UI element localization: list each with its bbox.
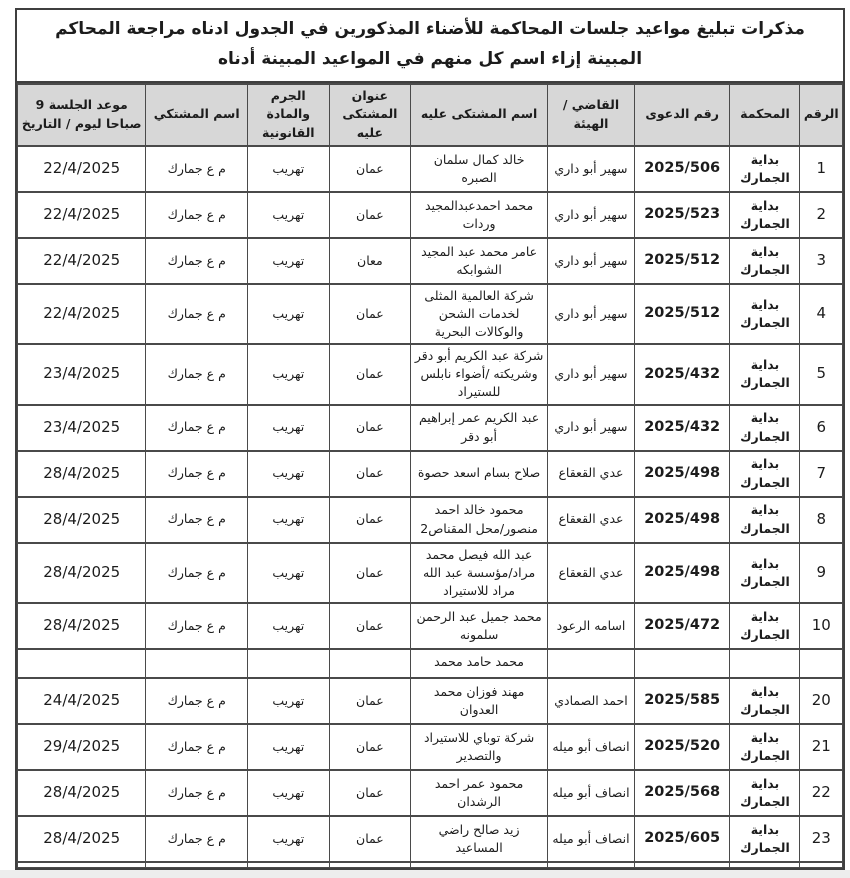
cell-num: 1 [800, 146, 843, 192]
table-row [18, 344, 843, 404]
cell-crime: تهريب [247, 344, 329, 404]
hearing-schedule-table [17, 83, 843, 868]
cell-crime: تهريب [247, 146, 329, 192]
cell-court: بداية الجمارك [730, 405, 800, 451]
cell-address [329, 862, 411, 868]
cell-crime: تهريب [247, 451, 329, 497]
header-address: عنوان المشتكى عليه [329, 84, 411, 146]
cell-num: 8 [800, 497, 843, 543]
table-row [18, 770, 843, 816]
table-row-cut [18, 649, 843, 678]
cell-date: 22/4/2025 [18, 284, 146, 344]
cell-case-no: 2025/498 [634, 497, 729, 543]
cell-case-no: 2025/432 [634, 344, 729, 404]
cell-case-no: 2025/520 [634, 724, 729, 770]
cell-complainant: م ع جمارك [146, 603, 248, 649]
cell-court: بداية الجمارك [730, 344, 800, 404]
cell-court: بداية الجمارك [730, 497, 800, 543]
cell-complainant [146, 649, 248, 678]
cell-crime [247, 649, 329, 678]
cell-defendant: شركة العالمية المثلى لخدمات الشحن والوكالات البحرية [411, 284, 548, 344]
cell-date: 28/4/2025 [18, 451, 146, 497]
cell-judge [547, 649, 634, 678]
header-hearing-date: موعد الجلسة 9 صباحا ليوم / التاريخ [18, 84, 146, 146]
cell-crime: تهريب [247, 497, 329, 543]
cell-court: بداية الجمارك [730, 451, 800, 497]
cell-defendant: زيد صالح راضي المساعيد [411, 816, 548, 862]
cell-date: 28/4/2025 [18, 543, 146, 603]
cell-crime: تهريب [247, 770, 329, 816]
cell-defendant: خالد كمال سلمان الصبره [411, 146, 548, 192]
cell-complainant: م ع جمارك [146, 284, 248, 344]
cell-complainant: م ع جمارك [146, 344, 248, 404]
cell-crime: تهريب [247, 724, 329, 770]
cell-case-no: 2025/498 [634, 451, 729, 497]
document-title: مذكرات تبليغ مواعيد جلسات المحاكمة للأضناء المذكورين في الجدول ادناه مراجعة المحاكم المبينة إزاء اسم كل منهم في المواعيد المبينة أدناه [17, 10, 843, 83]
cell-judge: سهير أبو داري [547, 284, 634, 344]
cell-defendant: صلاح بسام اسعد حصوة [411, 451, 548, 497]
cell-num [800, 649, 843, 678]
cell-address: معان [329, 238, 411, 284]
cell-judge: عدي القعقاع [547, 543, 634, 603]
cell-complainant: م ع جمارك [146, 451, 248, 497]
cell-defendant: شركة عبد الكريم أبو دقر وشريكته /أضواء نابلس للستيراد [411, 344, 548, 404]
cell-case-no: 2025/472 [634, 603, 729, 649]
cell-judge: عدي القعقاع [547, 451, 634, 497]
table-row [18, 238, 843, 284]
table-row [18, 146, 843, 192]
cell-complainant: م ع جمارك [146, 770, 248, 816]
table-row [18, 284, 843, 344]
cell-complainant: م ع جمارك [146, 238, 248, 284]
cell-judge: انصاف أبو ميله [547, 816, 634, 862]
cell-case-no: 2025/432 [634, 405, 729, 451]
table-row [18, 678, 843, 724]
cell-address: عمان [329, 344, 411, 404]
cell-crime: تهريب [247, 603, 329, 649]
cell-num: 2 [800, 192, 843, 238]
cell-address: عمان [329, 405, 411, 451]
cell-court [730, 862, 800, 868]
header-case-number: رقم الدعوى [634, 84, 729, 146]
cell-judge: انصاف أبو ميله [547, 724, 634, 770]
cell-num: 9 [800, 543, 843, 603]
cell-defendant: محمود عمر احمد الرشدان [411, 770, 548, 816]
cell-address: عمان [329, 192, 411, 238]
cell-defendant: شركة توباي للاستيراد والتصدير [411, 724, 548, 770]
cell-judge: عدي القعقاع [547, 497, 634, 543]
table-row [18, 724, 843, 770]
cell-judge: سهير أبو داري [547, 238, 634, 284]
header-court: المحكمة [730, 84, 800, 146]
cell-complainant: م ع جمارك [146, 543, 248, 603]
cell-date: 22/4/2025 [18, 238, 146, 284]
cell-case-no [634, 649, 729, 678]
cell-complainant: م ع جمارك [146, 678, 248, 724]
cell-num: 22 [800, 770, 843, 816]
cell-crime: تهريب [247, 405, 329, 451]
cell-date: 28/4/2025 [18, 497, 146, 543]
cell-address: عمان [329, 543, 411, 603]
cell-num: 10 [800, 603, 843, 649]
cell-judge: اسامه الرعود [547, 603, 634, 649]
cell-case-no: 2025/605 [634, 816, 729, 862]
header-defendant: اسم المشتكى عليه [411, 84, 548, 146]
cell-crime: تهريب [247, 238, 329, 284]
cell-crime: تهريب [247, 678, 329, 724]
cell-defendant: مهند فوزان محمد العدوان [411, 678, 548, 724]
cell-address [329, 649, 411, 678]
table-row [18, 192, 843, 238]
cell-date: 22/4/2025 [18, 146, 146, 192]
cell-num: 6 [800, 405, 843, 451]
cell-complainant [146, 862, 248, 868]
header-complainant: اسم المشتكي [146, 84, 248, 146]
cell-court: بداية الجمارك [730, 603, 800, 649]
cell-date: 23/4/2025 [18, 405, 146, 451]
cell-num: 20 [800, 678, 843, 724]
table-row [18, 497, 843, 543]
cell-case-no: 2025/568 [634, 770, 729, 816]
table-row [18, 603, 843, 649]
cell-complainant: م ع جمارك [146, 146, 248, 192]
cell-judge: سهير أبو داري [547, 344, 634, 404]
table-row [18, 543, 843, 603]
cell-date: 23/4/2025 [18, 344, 146, 404]
cell-address: عمان [329, 816, 411, 862]
cell-complainant: م ع جمارك [146, 724, 248, 770]
header-row [18, 84, 843, 146]
cell-court: بداية الجمارك [730, 816, 800, 862]
cell-judge [547, 862, 634, 868]
bottom-scan-strip [0, 870, 850, 878]
cell-judge: انصاف أبو ميله [547, 770, 634, 816]
cell-num: 3 [800, 238, 843, 284]
cell-num [800, 862, 843, 868]
cell-crime: تهريب [247, 543, 329, 603]
cell-case-no: 2025/498 [634, 543, 729, 603]
cell-case-no: 2025/585 [634, 678, 729, 724]
cell-defendant: محمد جميل عبد الرحمن سلمونه [411, 603, 548, 649]
cell-court: بداية الجمارك [730, 192, 800, 238]
cell-complainant: م ع جمارك [146, 497, 248, 543]
cell-num: 23 [800, 816, 843, 862]
cell-court: بداية الجمارك [730, 284, 800, 344]
cell-court: بداية الجمارك [730, 146, 800, 192]
cell-date: 29/4/2025 [18, 724, 146, 770]
cell-defendant [411, 862, 548, 868]
cell-court: بداية الجمارك [730, 238, 800, 284]
cell-date: 28/4/2025 [18, 603, 146, 649]
cell-address: عمان [329, 770, 411, 816]
cell-court: بداية الجمارك [730, 770, 800, 816]
cell-address: عمان [329, 451, 411, 497]
cell-date [18, 649, 146, 678]
table-row [18, 816, 843, 862]
cell-address: عمان [329, 603, 411, 649]
cell-defendant: عبد الكريم عمر إبراهيم أبو دقر [411, 405, 548, 451]
table-row [18, 451, 843, 497]
cell-date: 24/4/2025 [18, 678, 146, 724]
table-body [18, 146, 843, 868]
cell-judge: سهير أبو داري [547, 405, 634, 451]
cell-complainant: م ع جمارك [146, 192, 248, 238]
table-row-sliver [18, 862, 843, 868]
cell-court: بداية الجمارك [730, 678, 800, 724]
cell-num: 7 [800, 451, 843, 497]
cell-address: عمان [329, 497, 411, 543]
header-number: الرقم [800, 84, 843, 146]
cell-date: 22/4/2025 [18, 192, 146, 238]
cell-judge: سهير أبو داري [547, 146, 634, 192]
cell-num: 21 [800, 724, 843, 770]
table-header [18, 84, 843, 146]
cell-crime: تهريب [247, 192, 329, 238]
cell-crime: تهريب [247, 284, 329, 344]
cell-case-no: 2025/512 [634, 238, 729, 284]
cell-case-no [634, 862, 729, 868]
cell-case-no: 2025/523 [634, 192, 729, 238]
cell-address: عمان [329, 146, 411, 192]
cell-defendant: عامر محمد عبد المجيد الشوابكه [411, 238, 548, 284]
cell-complainant: م ع جمارك [146, 405, 248, 451]
cell-crime [247, 862, 329, 868]
notice-table-container [15, 8, 845, 870]
cell-defendant: محمود خالد احمد منصور/محل المقناص2 [411, 497, 548, 543]
cell-address: عمان [329, 724, 411, 770]
cell-case-no: 2025/512 [634, 284, 729, 344]
cell-judge: سهير أبو داري [547, 192, 634, 238]
cell-crime: تهريب [247, 816, 329, 862]
cell-address: عمان [329, 678, 411, 724]
cell-court: بداية الجمارك [730, 543, 800, 603]
cell-date: 28/4/2025 [18, 770, 146, 816]
table-row [18, 405, 843, 451]
header-judge: القاضي / الهيئة [547, 84, 634, 146]
cell-complainant: م ع جمارك [146, 816, 248, 862]
cell-address: عمان [329, 284, 411, 344]
cell-court [730, 649, 800, 678]
cell-defendant: عبد الله فيصل محمد مراد/مؤسسة عبد الله مراد للاستيراد [411, 543, 548, 603]
cell-num: 5 [800, 344, 843, 404]
header-crime: الجرم والمادة القانونية [247, 84, 329, 146]
cell-court: بداية الجمارك [730, 724, 800, 770]
cell-defendant: محمد احمدعبدالمجيد وردات [411, 192, 548, 238]
cell-date [18, 862, 146, 868]
cell-case-no: 2025/506 [634, 146, 729, 192]
cell-date: 28/4/2025 [18, 816, 146, 862]
cell-num: 4 [800, 284, 843, 344]
cell-judge: احمد الصمادي [547, 678, 634, 724]
cell-defendant: محمد حامد محمد [411, 649, 548, 678]
